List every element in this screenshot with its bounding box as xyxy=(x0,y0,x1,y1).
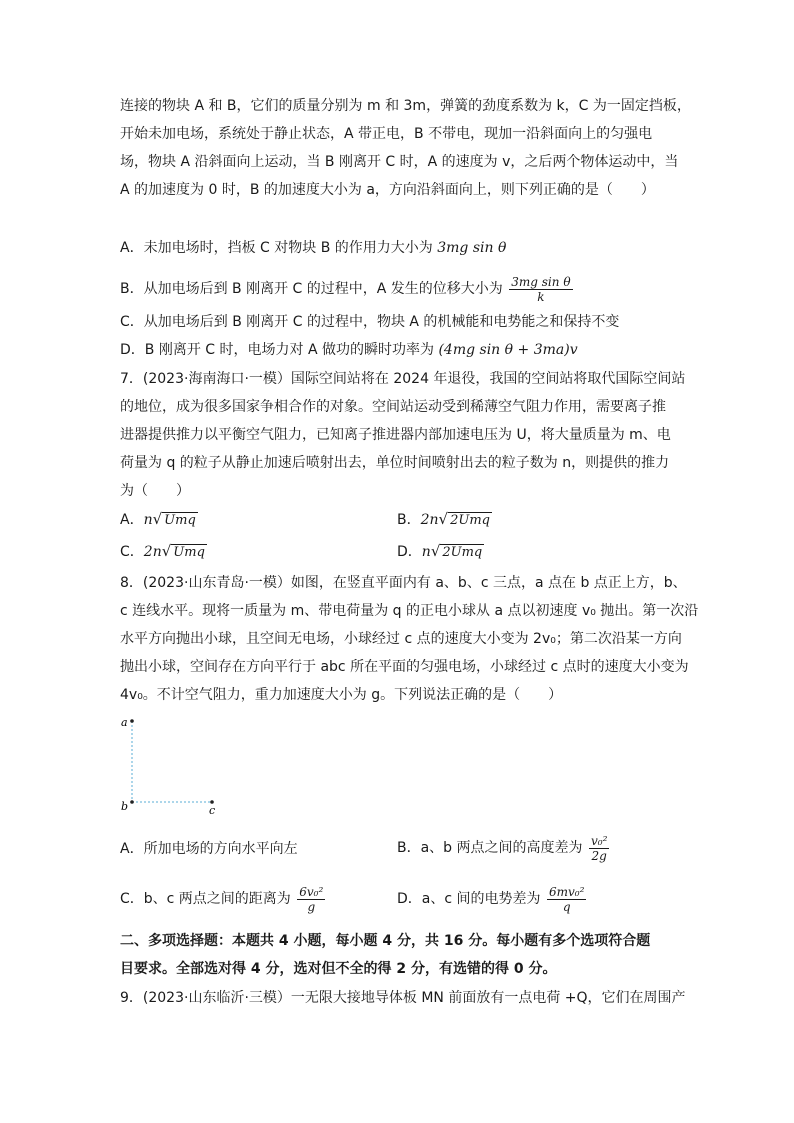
q7-stem-line-1: 7．(2023·海南海口·一模）国际空间站将在 2024 年退役，我国的空间站将取代国际空间站 xyxy=(120,371,686,387)
q6-option-b-text: B．从加电场后到 B 刚离开 C 的过程中，A 发生的位移大小为 xyxy=(120,281,503,297)
q6-option-a xyxy=(120,238,506,258)
q8-option-d-text: D．a、c 间的电势差为 xyxy=(397,891,541,907)
q6-stem-line-1: 连接的物块 A 和 B，它们的质量分别为 m 和 3m，弹簧的劲度系数为 k，C 为一固定挡板， xyxy=(120,98,691,114)
q6-stem-line-2: 开始未加电场，系统处于静止状态，A 带正电，B 不带电，现加一沿斜面向上的匀强电 xyxy=(120,126,653,142)
q7-option-b-label: B． xyxy=(397,512,421,528)
q6-option-b-fraction xyxy=(509,275,572,304)
q6-option-b xyxy=(120,272,575,306)
q8-option-b-numerator: v₀² xyxy=(590,833,608,848)
q6-option-d-math: (4mg sin θ + 3ma)v xyxy=(438,342,578,358)
q8-stem-line-1: 8．(2023·山东青岛·一模）如图，在竖直平面内有 a、b、c 三点，a 点在 b 点正上方，b、 xyxy=(120,575,687,591)
section-2-heading-line-1: 二、多项选择题：本题共 4 小题，每小题 4 分，共 16 分。每小题有多个选项符合题 xyxy=(120,933,651,949)
q8-figure xyxy=(118,713,228,818)
q8-option-d-denominator: q xyxy=(562,899,571,914)
q8-option-b-fraction xyxy=(589,834,609,863)
sqrt-icon: √ xyxy=(430,542,441,560)
q7-option-a-coef: n xyxy=(143,512,153,528)
q7-option-c-label: C． xyxy=(120,544,144,560)
q7-option-a xyxy=(120,509,198,530)
q7-option-c-coef: 2n xyxy=(143,544,162,560)
q8-stem-line-4: 抛出小球，空间存在方向平行于 abc 所在平面的匀强电场，小球经过 c 点时的速度大小变为 xyxy=(120,659,689,675)
q7-option-b-coef: 2n xyxy=(420,512,439,528)
q6-stem-line-4: A 的加速度为 0 时，B 的加速度大小为 a，方向沿斜面向上，则下列正确的是（ ） xyxy=(120,182,655,198)
label-b: b xyxy=(121,800,129,813)
q6-option-d xyxy=(120,340,578,360)
q8-stem-line-2: c 连线水平。现将一质量为 m、带电荷量为 q 的正电小球从 a 点以初速度 v₀ 抛出。第一次沿 xyxy=(120,603,699,619)
sqrt-icon: √ xyxy=(438,510,449,528)
q7-option-b-radicand: 2Umq xyxy=(450,513,490,528)
q6-option-b-denominator: k xyxy=(537,289,545,304)
q8-option-d-fraction xyxy=(547,885,586,914)
q8-option-c xyxy=(120,881,327,917)
q7-stem-line-2: 的地位，成为很多国家争相合作的对象。空间站运动受到稀薄空气阻力作用，需要离子推 xyxy=(120,399,666,415)
q8-stem-line-5: 4v₀。不计空气阻力，重力加速度大小为 g。下列说法正确的是（ ） xyxy=(120,687,563,703)
label-a: a xyxy=(121,716,128,729)
q8-option-d xyxy=(397,881,588,917)
q7-stem-line-4: 荷量为 q 的粒子从静止加速后喷射出去，单位时间喷射出去的粒子数为 n，则提供的推力 xyxy=(120,455,670,471)
q8-option-b xyxy=(397,830,611,866)
q6-option-a-text: A．未加电场时，挡板 C 对物块 B 的作用力大小为 xyxy=(120,240,433,256)
q7-option-c-radicand: Umq xyxy=(173,545,205,560)
q8-option-a: A．所加电场的方向水平向左 xyxy=(120,841,298,857)
q7-option-d-coef: n xyxy=(421,544,431,560)
q6-option-d-text: D．B 刚离开 C 时，电场力对 A 做功的瞬时功率为 xyxy=(120,342,434,358)
q8-stem-line-3: 水平方向抛出小球，且空间无电场，小球经过 c 点的速度大小变为 2v₀；第二次沿某一方向 xyxy=(120,631,682,647)
q7-option-d xyxy=(397,541,484,562)
point-a xyxy=(130,719,134,723)
q8-option-b-denominator: 2g xyxy=(591,848,607,863)
q8-option-c-text: C．b、c 两点之间的距离为 xyxy=(120,891,291,907)
q6-option-a-math: 3mg sin θ xyxy=(437,240,507,256)
q8-option-c-numerator: 6v₀² xyxy=(299,884,324,899)
q8-option-c-fraction xyxy=(297,885,325,914)
q7-option-a-label: A． xyxy=(120,512,144,528)
q8-option-c-denominator: g xyxy=(307,899,316,914)
q8-option-b-text: B．a、b 两点之间的高度差为 xyxy=(397,840,583,856)
section-2-heading-line-2: 目要求。全部选对得 4 分，选对但不全的得 2 分，有选错的得 0 分。 xyxy=(120,961,557,977)
q6-option-b-numerator: 3mg sin θ xyxy=(511,274,571,289)
point-b xyxy=(130,800,134,804)
label-c: c xyxy=(209,804,216,817)
q7-option-c xyxy=(120,541,207,562)
q7-option-b xyxy=(397,509,492,530)
q9-stem-line-1: 9．(2023·山东临沂·三模）一无限大接地导体板 MN 前面放有一点电荷 +Q，它们在周围产 xyxy=(120,990,686,1006)
q7-stem-line-3: 进器提供推力以平衡空气阻力，已知离子推进器内部加速电压为 U，将大量质量为 m、电 xyxy=(120,427,671,443)
sqrt-icon: √ xyxy=(161,542,172,560)
q7-stem-line-5: 为（ ） xyxy=(120,483,190,499)
q6-option-c: C．从加电场后到 B 刚离开 C 的过程中，物块 A 的机械能和电势能之和保持不变 xyxy=(120,314,620,330)
sqrt-icon: √ xyxy=(152,510,163,528)
q7-option-d-radicand: 2Umq xyxy=(442,545,483,560)
q7-option-a-radicand: Umq xyxy=(164,513,196,528)
q7-option-d-label: D． xyxy=(397,544,422,560)
q8-option-d-numerator: 6mv₀² xyxy=(548,884,585,899)
q6-stem-line-3: 场，物块 A 沿斜面向上运动，当 B 刚离开 C 时，A 的速度为 v，之后两个物体运动中，当 xyxy=(120,154,679,170)
